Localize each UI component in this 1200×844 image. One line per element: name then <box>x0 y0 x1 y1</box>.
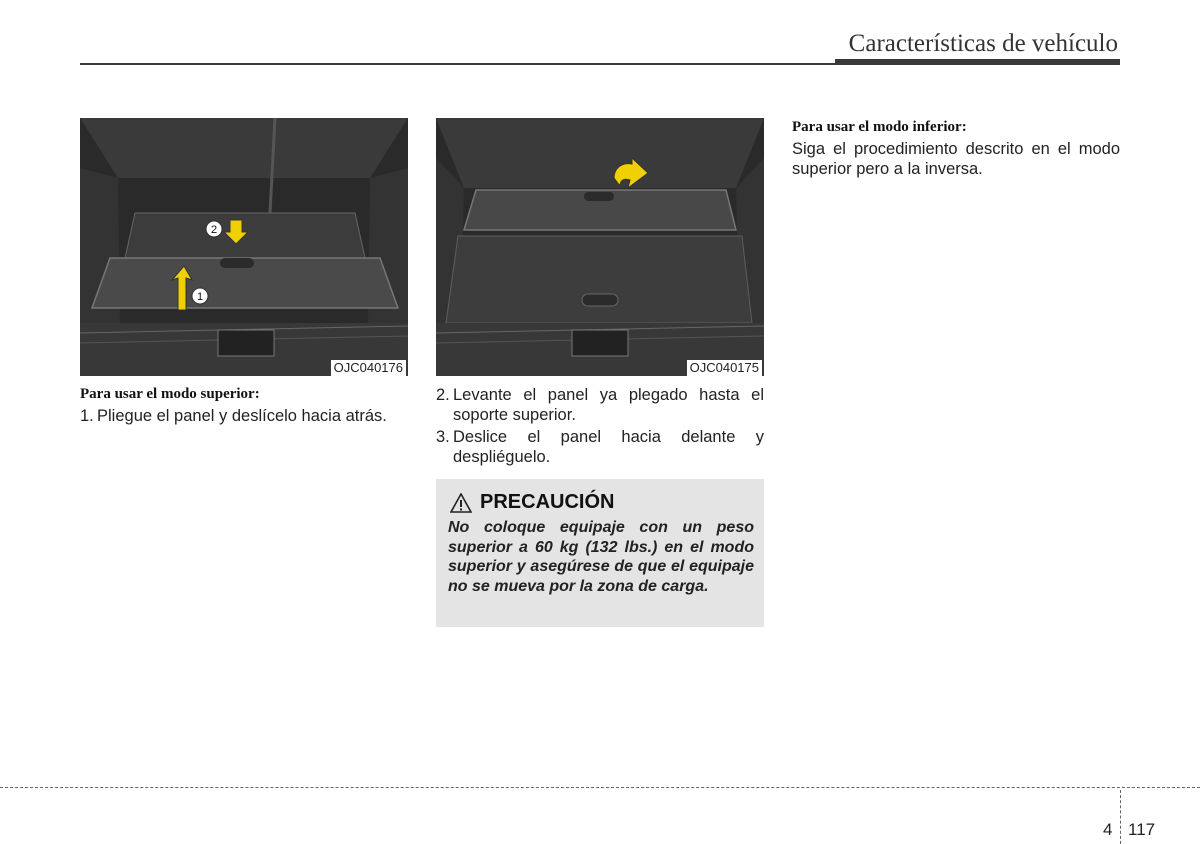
callout-marker-2: 2 <box>210 224 218 236</box>
lower-mode-subhead: Para usar el modo inferior: <box>792 119 967 135</box>
step-text: Pliegue el panel y deslícelo hacia atrás. <box>97 407 387 425</box>
chapter-number: 4 <box>1103 820 1113 839</box>
upper-mode-subhead: Para usar el modo superior: <box>80 386 260 402</box>
figure-code: OJC040175 <box>687 360 762 376</box>
step-1 <box>80 406 408 426</box>
step-number: 3. <box>436 428 450 446</box>
cargo-area-photo-1 <box>80 118 408 376</box>
step-text: Levante el panel ya plegado hasta el soporte superior. <box>453 386 764 424</box>
lower-mode-text: Siga el procedimiento descrito en el modo superior pero a la inversa. <box>792 140 1120 178</box>
warning-triangle-icon <box>450 493 472 513</box>
cargo-figure-upper-mode <box>80 118 408 376</box>
page-header-title: Características de vehículo <box>848 30 1118 57</box>
upper-mode-steps <box>80 406 408 426</box>
step-3 <box>436 427 764 467</box>
caution-title: PRECAUCIÓN <box>480 491 615 513</box>
step-2 <box>436 385 764 425</box>
step-text: Deslice el panel hacia delante y despliéguelo. <box>453 428 764 466</box>
page-number: 117 <box>1128 820 1156 839</box>
footer-divider <box>1120 790 1121 844</box>
caution-text: No coloque equipaje con un peso superior a 60 kg (132 lbs.) en el modo superior y asegúrese de que el equipaje no se mueva por la zona de carga. <box>448 519 754 595</box>
footer-rule <box>0 787 1200 788</box>
header-rule-accent <box>835 59 1120 65</box>
step-number: 2. <box>436 386 450 404</box>
step-number: 1. <box>80 407 94 425</box>
cargo-figure-panel-lift <box>436 118 764 376</box>
caution-heading <box>450 491 614 514</box>
caution-box <box>436 479 764 627</box>
cargo-area-photo-2 <box>436 118 764 376</box>
figure-code: OJC040176 <box>331 360 406 376</box>
callout-marker-1: 1 <box>196 291 204 303</box>
lift-steps <box>436 385 764 467</box>
